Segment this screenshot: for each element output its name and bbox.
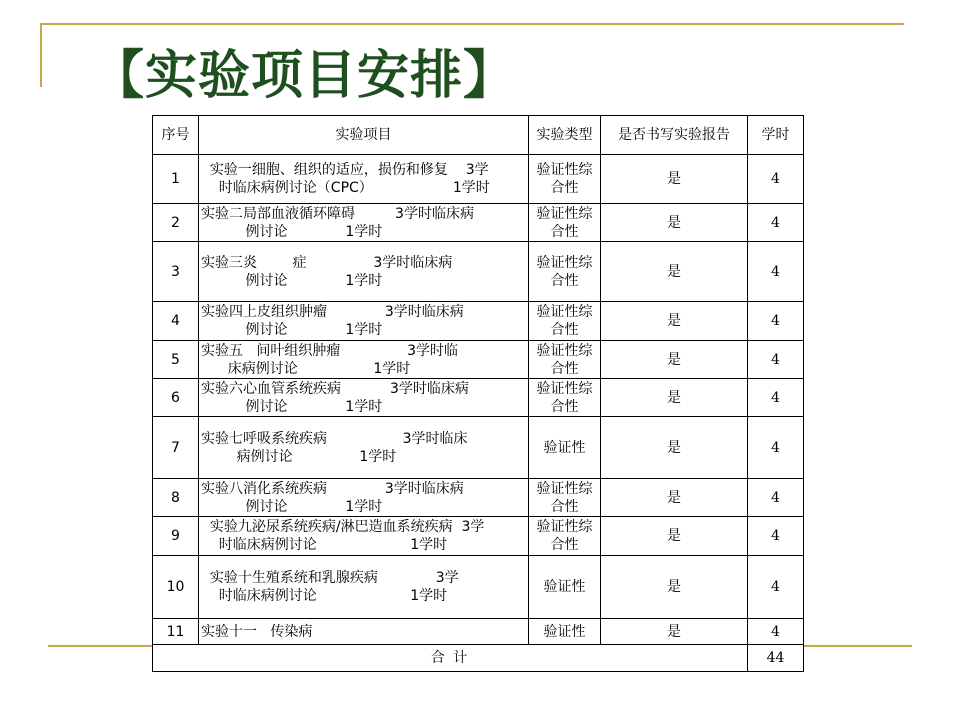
header-hours: 学时 xyxy=(748,116,804,155)
row-index: 4 xyxy=(153,302,199,341)
row-type: 验证性综 合性 xyxy=(529,479,601,517)
row-project: 实验七呼吸系统疾病 3学时临床 病例讨论 1学时 xyxy=(199,417,529,479)
total-label: 合 计 xyxy=(153,645,748,672)
row-index: 7 xyxy=(153,417,199,479)
row-project: 实验九泌尿系统疾病/淋巴造血系统疾病 3学 时临床病例讨论 1学时 xyxy=(199,517,529,556)
row-index: 5 xyxy=(153,341,199,379)
row-type: 验证性综 合性 xyxy=(529,379,601,417)
table-row xyxy=(153,556,804,619)
row-hours: 4 xyxy=(748,479,804,517)
total-hours: 44 xyxy=(748,645,804,672)
row-project: 实验十生殖系统和乳腺疾病 3学 时临床病例讨论 1学时 xyxy=(199,556,529,619)
row-hours: 4 xyxy=(748,341,804,379)
row-report: 是 xyxy=(601,619,748,645)
row-project: 实验五 间叶组织肿瘤 3学时临 床病例讨论 1学时 xyxy=(199,341,529,379)
row-report: 是 xyxy=(601,379,748,417)
table-total-row xyxy=(153,645,804,672)
row-report: 是 xyxy=(601,341,748,379)
row-report: 是 xyxy=(601,302,748,341)
row-type: 验证性综 合性 xyxy=(529,242,601,302)
row-report: 是 xyxy=(601,417,748,479)
row-hours: 4 xyxy=(748,379,804,417)
slide-title: 【实验项目安排】 xyxy=(92,46,517,106)
row-project: 实验四上皮组织肿瘤 3学时临床病 例讨论 1学时 xyxy=(199,302,529,341)
row-type: 验证性 xyxy=(529,556,601,619)
top-accent-line xyxy=(40,23,904,25)
header-name: 实验项目 xyxy=(199,116,529,155)
row-hours: 4 xyxy=(748,155,804,204)
row-hours: 4 xyxy=(748,517,804,556)
row-project: 实验一细胞、组织的适应，损伤和修复 3学 时临床病例讨论（CPC） 1学时 xyxy=(199,155,529,204)
table-header-row xyxy=(153,116,804,155)
row-index: 2 xyxy=(153,204,199,242)
row-type: 验证性综 合性 xyxy=(529,155,601,204)
table-row xyxy=(153,155,804,204)
row-project: 实验三炎 症 3学时临床病 例讨论 1学时 xyxy=(199,242,529,302)
row-hours: 4 xyxy=(748,242,804,302)
table-row xyxy=(153,517,804,556)
row-report: 是 xyxy=(601,204,748,242)
header-report: 是否书写实验报告 xyxy=(601,116,748,155)
table-row xyxy=(153,302,804,341)
row-index: 10 xyxy=(153,556,199,619)
table-row xyxy=(153,417,804,479)
row-type: 验证性综 合性 xyxy=(529,204,601,242)
table-row xyxy=(153,341,804,379)
row-index: 1 xyxy=(153,155,199,204)
row-index: 9 xyxy=(153,517,199,556)
row-index: 11 xyxy=(153,619,199,645)
row-type: 验证性综 合性 xyxy=(529,302,601,341)
row-hours: 4 xyxy=(748,204,804,242)
row-hours: 4 xyxy=(748,302,804,341)
row-type: 验证性 xyxy=(529,417,601,479)
row-type: 验证性综 合性 xyxy=(529,341,601,379)
row-project: 实验六心血管系统疾病 3学时临床病 例讨论 1学时 xyxy=(199,379,529,417)
table-row xyxy=(153,479,804,517)
row-project: 实验八消化系统疾病 3学时临床病 例讨论 1学时 xyxy=(199,479,529,517)
row-project: 实验二局部血液循环障碍 3学时临床病 例讨论 1学时 xyxy=(199,204,529,242)
row-hours: 4 xyxy=(748,619,804,645)
row-index: 3 xyxy=(153,242,199,302)
row-hours: 4 xyxy=(748,556,804,619)
row-report: 是 xyxy=(601,242,748,302)
row-hours: 4 xyxy=(748,417,804,479)
table-row xyxy=(153,619,804,645)
row-type: 验证性 xyxy=(529,619,601,645)
row-report: 是 xyxy=(601,556,748,619)
row-project: 实验十一 传染病 xyxy=(199,619,529,645)
row-index: 8 xyxy=(153,479,199,517)
row-type: 验证性综 合性 xyxy=(529,517,601,556)
table-row xyxy=(153,204,804,242)
header-type: 实验类型 xyxy=(529,116,601,155)
row-report: 是 xyxy=(601,517,748,556)
header-index: 序号 xyxy=(153,116,199,155)
table-row xyxy=(153,379,804,417)
left-accent-line xyxy=(40,23,42,87)
table-row xyxy=(153,242,804,302)
schedule-table xyxy=(152,115,804,672)
row-index: 6 xyxy=(153,379,199,417)
row-report: 是 xyxy=(601,479,748,517)
row-report: 是 xyxy=(601,155,748,204)
